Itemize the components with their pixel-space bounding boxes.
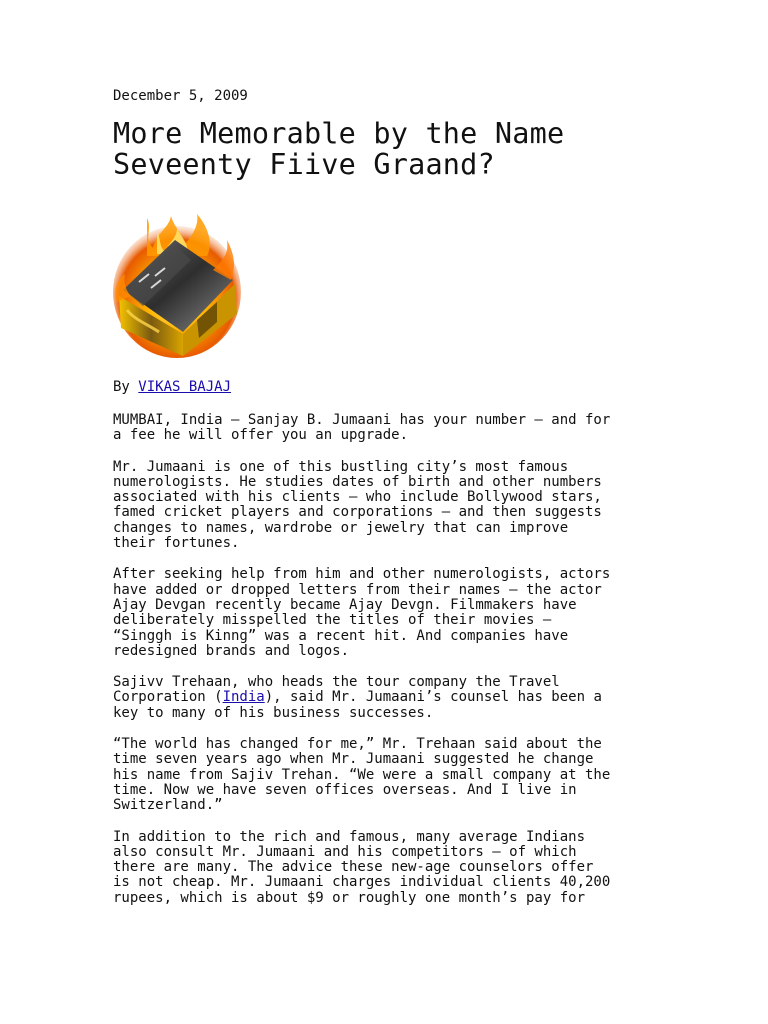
paragraph-6 xyxy=(113,830,658,906)
paragraph-line: key to many of his business successes. xyxy=(113,704,434,721)
byline-prefix: By xyxy=(113,379,139,395)
india-link[interactable]: India xyxy=(222,689,265,706)
paragraph-line: Mr. Jumaani is one of this bustling city’s most famous xyxy=(113,458,569,475)
paragraph-line: there are many. The advice these new-age counselors offer xyxy=(113,859,594,876)
paragraph-3 xyxy=(113,567,658,659)
paragraph-5 xyxy=(113,737,658,813)
article-title-line-1: More Memorable by the Name xyxy=(113,117,565,150)
paragraph-line: deliberately misspelled the titles of their movies — xyxy=(113,612,552,629)
paragraph-line: In addition to the rich and famous, many average Indians xyxy=(113,828,586,845)
paragraph-line: Switzerland.” xyxy=(113,797,223,814)
paragraph-line: “Singgh is Kinng” was a recent hit. And companies have xyxy=(113,627,569,644)
paragraph-1 xyxy=(113,413,658,444)
paragraph-line: changes to names, wardrobe or jewelry that can improve xyxy=(113,519,569,536)
paragraph-line: redesigned brands and logos. xyxy=(113,642,350,659)
paragraph-line: time. Now we have seven offices overseas. And I live in xyxy=(113,781,577,798)
paragraph-line: After seeking help from him and other numerologists, actors xyxy=(113,566,611,583)
paragraph-line: famed cricket players and corporations — and then suggests xyxy=(113,504,602,521)
paragraph-line xyxy=(113,690,658,705)
byline xyxy=(113,380,658,395)
paragraph-text: ), said Mr. Jumaani’s counsel has been a xyxy=(264,689,602,706)
article xyxy=(113,86,658,922)
paragraph-line: Sajivv Trehaan, who heads the tour company the Travel xyxy=(113,674,560,691)
paragraph-line: Ajay Devgan recently became Ajay Devgn. Filmmakers have xyxy=(113,596,577,613)
paragraph-text: Corporation ( xyxy=(113,689,223,706)
paragraph-line: a fee he will offer you an upgrade. xyxy=(113,427,409,444)
paragraph-4 xyxy=(113,675,658,721)
article-date: December 5, 2009 xyxy=(113,88,248,104)
author-link[interactable]: VIKAS BAJAJ xyxy=(138,379,232,395)
paragraph-line: is not cheap. Mr. Jumaani charges individual clients 40,200 xyxy=(113,874,611,891)
paragraph-2 xyxy=(113,460,658,552)
paragraph-line: associated with his clients — who include Bollywood stars, xyxy=(113,489,602,506)
paragraph-line: MUMBAI, India — Sanjay B. Jumaani has your number — and for xyxy=(113,412,611,428)
paragraph-line: his name from Sajiv Trehan. “We were a small company at the xyxy=(113,766,611,783)
paragraph-line: also consult Mr. Jumaani and his competitors — of which xyxy=(113,843,577,860)
burning-house-image xyxy=(113,210,241,358)
paragraph-line: have added or dropped letters from their names — the actor xyxy=(113,581,602,598)
article-title xyxy=(113,118,658,180)
paragraph-line: “The world has changed for me,” Mr. Trehaan said about the xyxy=(113,736,602,753)
paragraph-line: rupees, which is about $9 or roughly one month’s pay for xyxy=(113,889,586,906)
article-title-line-2: Seveenty Fiive Graand? xyxy=(113,148,495,181)
paragraph-line: numerologists. He studies dates of birth and other numbers xyxy=(113,473,602,490)
paragraph-line: time seven years ago when Mr. Jumaani suggested he change xyxy=(113,751,594,768)
paragraph-line: their fortunes. xyxy=(113,535,240,552)
